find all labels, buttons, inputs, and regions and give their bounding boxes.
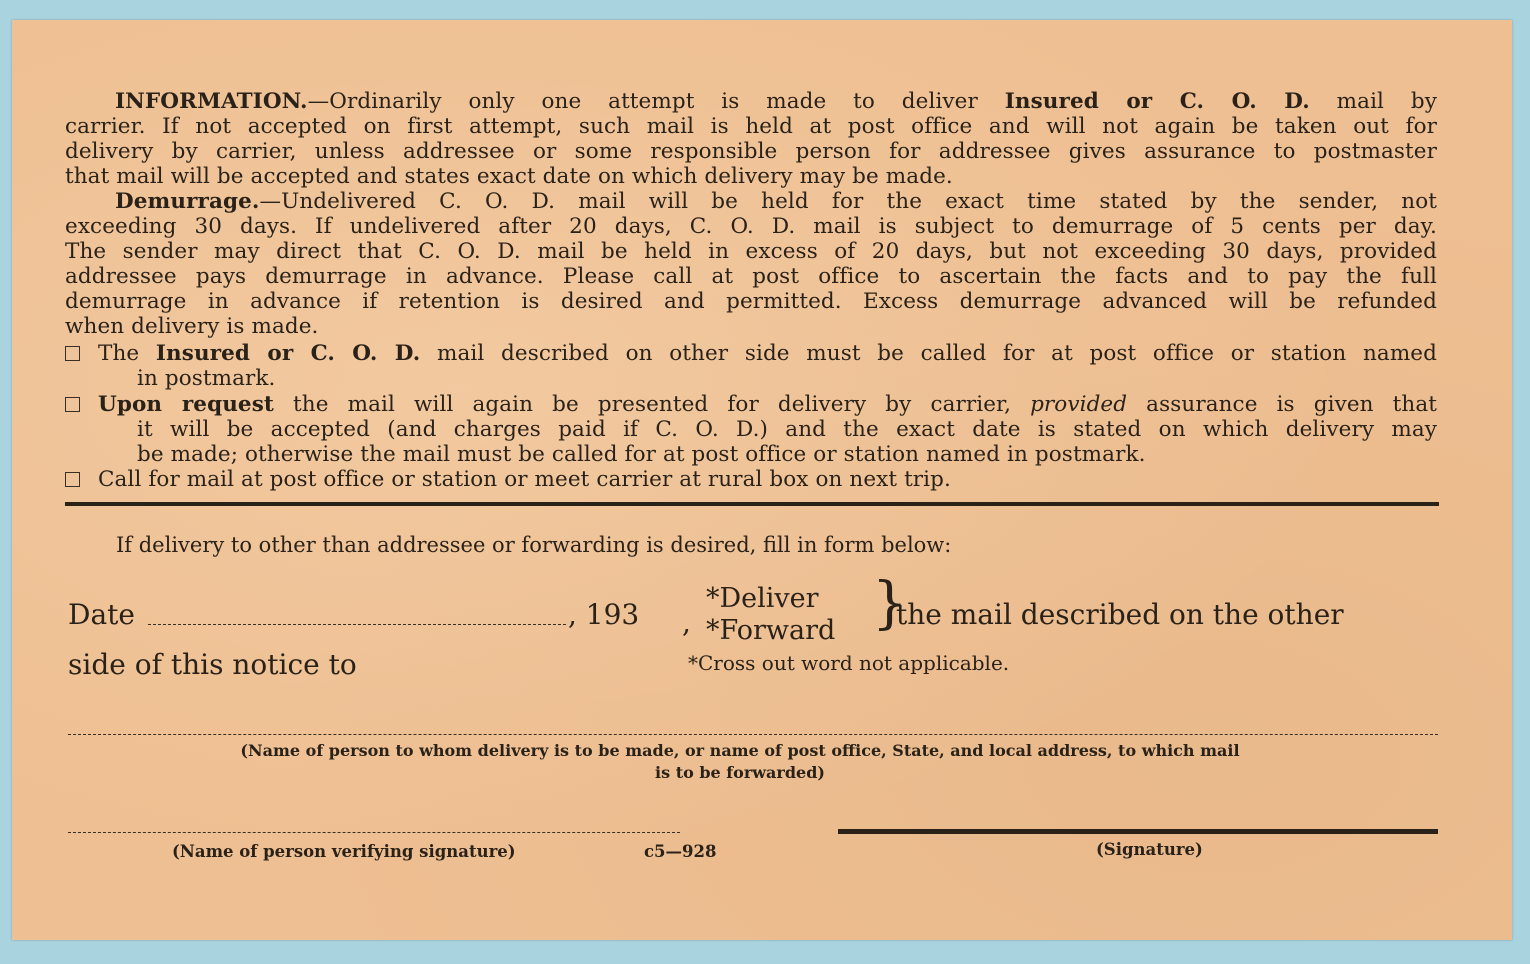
recipient-name-field[interactable] (68, 734, 1438, 735)
option-line: be made; otherwise the mail must be called for at post office or station named in postmark. (137, 442, 1146, 467)
notice-card (12, 20, 1512, 940)
demurrage-line: demurrage in advance if retention is desired and permitted. Excess demurrage advanced will be refunded (65, 289, 1437, 314)
date-label: Date (68, 598, 135, 631)
verifier-caption: (Name of person verifying signature) (172, 842, 516, 861)
date-field[interactable] (148, 624, 566, 625)
checkbox-icon[interactable] (65, 397, 80, 412)
checkbox-icon[interactable] (65, 346, 80, 361)
side-of-notice-label: side of this notice to (68, 648, 357, 681)
information-line: carrier. If not accepted on first attempt, such mail is held at post office and will not again be taken out for (65, 114, 1437, 139)
recipient-caption: (Name of person to whom delivery is to be made, or name of post office, State, and local address, to which mail (240, 741, 1240, 760)
cross-out-note: *Cross out word not applicable. (688, 651, 1010, 675)
year-prefix: , 193 (568, 598, 640, 631)
demurrage-heading: Demurrage. (115, 189, 260, 214)
brace: } (872, 571, 908, 636)
checkbox-icon[interactable] (65, 472, 80, 487)
described-text: the mail described on the other (896, 598, 1344, 631)
signature-line[interactable] (838, 829, 1438, 834)
verifier-name-field[interactable] (68, 832, 680, 833)
demurrage-line: addressee pays demurrage in advance. Please call at post office to ascertain the facts and to pay the full (65, 264, 1437, 289)
forward-option[interactable]: *Forward (706, 615, 836, 646)
demurrage-line: The sender may direct that C. O. D. mail be held in excess of 20 days, but not exceeding 30 days, provided (65, 239, 1437, 264)
form-instruction: If delivery to other than addressee or forwarding is desired, fill in form below: (116, 533, 952, 557)
comma: , (682, 606, 691, 639)
option-insured-cod[interactable]: The Insured or C. O. D. mail described on other side must be called for at post office or station named (65, 341, 1437, 366)
option-call-for-mail[interactable]: Call for mail at post office or station or meet carrier at rural box on next trip. (65, 467, 1437, 492)
section-divider (65, 502, 1439, 506)
recipient-caption: is to be forwarded) (655, 763, 825, 782)
signature-caption: (Signature) (1096, 840, 1203, 859)
information-line: that mail will be accepted and states exact date on which delivery may be made. (65, 164, 953, 189)
demurrage-line: exceeding 30 days. If undelivered after 20 days, C. O. D. mail is subject to demurrage of 5 cents per day. (65, 214, 1437, 239)
option-line: it will be accepted (and charges paid if C. O. D.) and the exact date is stated on which delivery may (137, 417, 1437, 442)
demurrage-paragraph: Demurrage.—Undelivered C. O. D. mail will be held for the exact time stated by the sender, not (115, 189, 1437, 214)
information-paragraph: INFORMATION.—Ordinarily only one attempt is made to deliver Insured or C. O. D. mail by (115, 89, 1437, 114)
option-line: in postmark. (137, 366, 276, 391)
demurrage-line: when delivery is made. (65, 314, 319, 339)
form-number: c5—928 (644, 842, 717, 861)
deliver-option[interactable]: *Deliver (706, 583, 819, 614)
information-heading: INFORMATION. (115, 89, 308, 114)
information-line: delivery by carrier, unless addressee or some responsible person for addressee gives assurance to postmaster (65, 139, 1437, 164)
option-upon-request[interactable]: Upon request the mail will again be presented for delivery by carrier, provided assurance is given that (65, 392, 1437, 417)
